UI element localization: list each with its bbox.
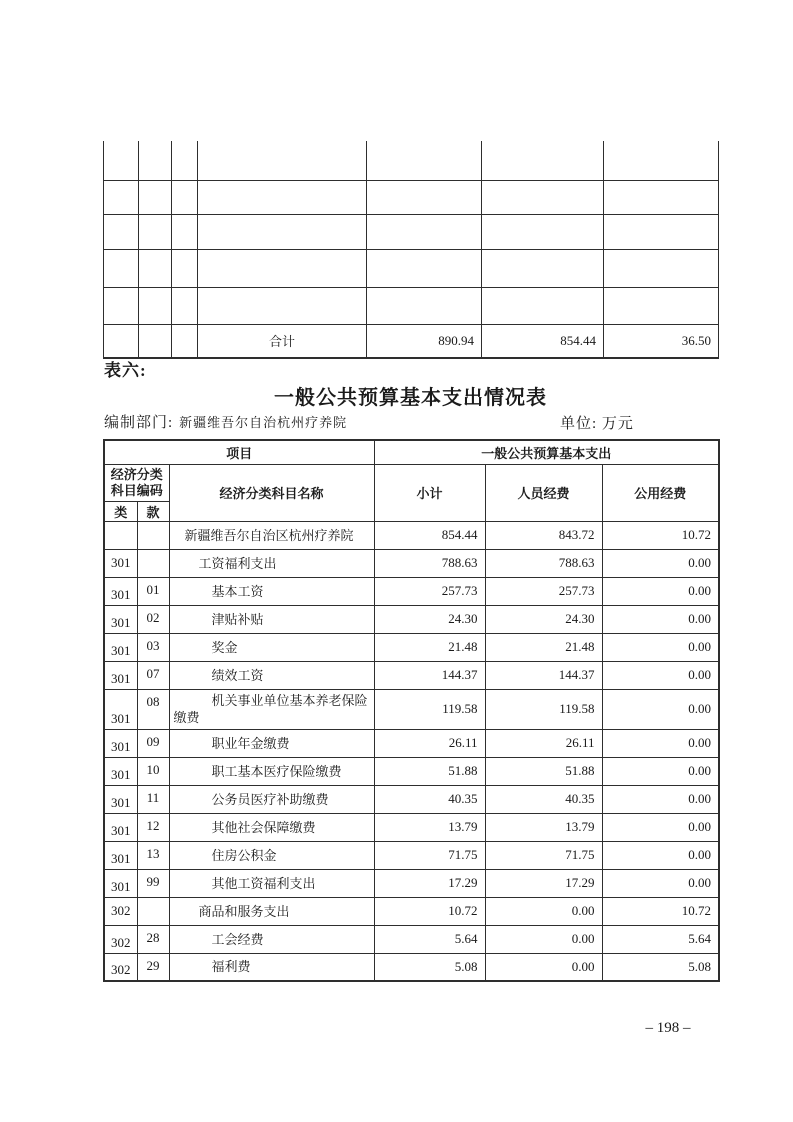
subject-name-cell: 新疆维吾尔自治区杭州疗养院 xyxy=(169,521,374,549)
total-label: 合计 xyxy=(198,324,367,358)
total-personnel: 854.44 xyxy=(482,324,604,358)
table-row xyxy=(104,549,719,577)
item-code-cell xyxy=(137,549,169,577)
personnel-cell: 788.63 xyxy=(485,549,602,577)
empty-cell xyxy=(172,249,198,287)
empty-cell xyxy=(604,180,719,214)
class-code-cell: 302 xyxy=(104,925,137,953)
public-cell: 10.72 xyxy=(602,521,719,549)
public-cell: 0.00 xyxy=(602,841,719,869)
empty-cell xyxy=(139,214,172,249)
item-code-cell: 01 xyxy=(137,577,169,605)
empty-cell xyxy=(604,249,719,287)
header-item-col: 款 xyxy=(137,501,169,521)
public-cell: 0.00 xyxy=(602,729,719,757)
item-code-cell xyxy=(137,521,169,549)
carryover-empty-row xyxy=(104,180,719,214)
class-code-cell: 301 xyxy=(104,841,137,869)
subject-name-cell: 福利费 xyxy=(169,953,374,981)
header-subtotal-col: 小计 xyxy=(374,464,485,521)
empty-cell xyxy=(367,141,482,180)
personnel-cell: 71.75 xyxy=(485,841,602,869)
carryover-empty-row xyxy=(104,249,719,287)
empty-cell xyxy=(198,287,367,324)
header-code-line2: 科目编码 xyxy=(110,482,163,498)
subject-name-cell: 津贴补贴 xyxy=(169,605,374,633)
unit-label: 单位: 万元 xyxy=(560,416,634,432)
dept-value: 新疆维吾尔自治杭州疗养院 xyxy=(179,415,348,430)
public-cell: 0.00 xyxy=(602,549,719,577)
item-code-cell: 07 xyxy=(137,661,169,689)
carryover-empty-row xyxy=(104,287,719,324)
empty-cell xyxy=(172,287,198,324)
public-cell: 0.00 xyxy=(602,633,719,661)
class-code-cell: 301 xyxy=(104,869,137,897)
empty-cell xyxy=(139,180,172,214)
personnel-cell: 0.00 xyxy=(485,897,602,925)
empty-cell xyxy=(198,249,367,287)
class-code-cell: 301 xyxy=(104,813,137,841)
item-code-cell: 28 xyxy=(137,925,169,953)
personnel-cell: 0.00 xyxy=(485,925,602,953)
subtotal-cell: 17.29 xyxy=(374,869,485,897)
class-code-cell xyxy=(104,521,137,549)
public-cell: 0.00 xyxy=(602,605,719,633)
empty-cell xyxy=(604,141,719,180)
public-cell: 10.72 xyxy=(602,897,719,925)
empty-cell xyxy=(139,141,172,180)
personnel-cell: 17.29 xyxy=(485,869,602,897)
subtotal-cell: 10.72 xyxy=(374,897,485,925)
header-row-groups xyxy=(104,440,719,464)
personnel-cell: 119.58 xyxy=(485,689,602,729)
subject-name-cell: 机关事业单位基本养老保险缴费 xyxy=(169,689,374,729)
item-code-cell xyxy=(137,897,169,925)
personnel-cell: 257.73 xyxy=(485,577,602,605)
item-code-cell: 09 xyxy=(137,729,169,757)
personnel-cell: 0.00 xyxy=(485,953,602,981)
empty-cell xyxy=(139,249,172,287)
subject-name-cell: 其他社会保障缴费 xyxy=(169,813,374,841)
table-row xyxy=(104,661,719,689)
table-row xyxy=(104,841,719,869)
subtotal-cell: 24.30 xyxy=(374,605,485,633)
class-code-cell: 301 xyxy=(104,785,137,813)
subject-name-cell: 住房公积金 xyxy=(169,841,374,869)
subject-name-cell: 基本工资 xyxy=(169,577,374,605)
subject-name-cell: 其他工资福利支出 xyxy=(169,869,374,897)
empty-cell xyxy=(198,141,367,180)
empty-cell xyxy=(482,287,604,324)
table-row xyxy=(104,605,719,633)
subtotal-cell: 13.79 xyxy=(374,813,485,841)
empty-cell xyxy=(367,214,482,249)
header-personnel-col: 人员经费 xyxy=(485,464,602,521)
subtotal-cell: 5.64 xyxy=(374,925,485,953)
class-code-cell: 301 xyxy=(104,577,137,605)
class-code-cell: 301 xyxy=(104,633,137,661)
empty-cell xyxy=(104,249,139,287)
empty-cell xyxy=(172,324,198,358)
subtotal-cell: 71.75 xyxy=(374,841,485,869)
personnel-cell: 51.88 xyxy=(485,757,602,785)
carryover-table xyxy=(103,141,719,359)
total-public: 36.50 xyxy=(604,324,719,358)
empty-cell xyxy=(482,180,604,214)
empty-cell xyxy=(172,180,198,214)
subject-name-cell: 工资福利支出 xyxy=(169,549,374,577)
meta-line xyxy=(104,411,718,431)
class-code-cell: 301 xyxy=(104,661,137,689)
item-code-cell: 99 xyxy=(137,869,169,897)
item-code-cell: 13 xyxy=(137,841,169,869)
class-code-cell: 301 xyxy=(104,729,137,757)
personnel-cell: 24.30 xyxy=(485,605,602,633)
item-code-cell: 08 xyxy=(137,689,169,729)
empty-cell xyxy=(104,324,139,358)
empty-cell xyxy=(139,287,172,324)
table-row xyxy=(104,925,719,953)
total-subtotal: 890.94 xyxy=(367,324,482,358)
page-title: 一般公共预算基本支出情况表 xyxy=(274,387,547,409)
subject-name-cell: 公务员医疗补助缴费 xyxy=(169,785,374,813)
personnel-cell: 13.79 xyxy=(485,813,602,841)
subtotal-cell: 40.35 xyxy=(374,785,485,813)
table-row xyxy=(104,813,719,841)
subtotal-cell: 257.73 xyxy=(374,577,485,605)
dept-label: 编制部门: xyxy=(104,415,174,431)
empty-cell xyxy=(104,214,139,249)
class-code-cell: 301 xyxy=(104,757,137,785)
personnel-cell: 26.11 xyxy=(485,729,602,757)
page-number: – 198 – xyxy=(645,1020,691,1036)
subtotal-cell: 26.11 xyxy=(374,729,485,757)
subject-name-cell: 职工基本医疗保险缴费 xyxy=(169,757,374,785)
public-cell: 5.08 xyxy=(602,953,719,981)
table-row xyxy=(104,757,719,785)
item-code-cell: 12 xyxy=(137,813,169,841)
empty-cell xyxy=(104,180,139,214)
empty-cell xyxy=(104,141,139,180)
empty-cell xyxy=(367,287,482,324)
table-row xyxy=(104,521,719,549)
table-row xyxy=(104,729,719,757)
carryover-empty-row xyxy=(104,214,719,249)
table-row xyxy=(104,953,719,981)
empty-cell xyxy=(604,214,719,249)
empty-cell xyxy=(104,287,139,324)
subtotal-cell: 5.08 xyxy=(374,953,485,981)
header-row-columns xyxy=(104,464,719,501)
public-cell: 0.00 xyxy=(602,869,719,897)
header-public-col: 公用经费 xyxy=(602,464,719,521)
subject-name-cell: 奖金 xyxy=(169,633,374,661)
carryover-empty-row xyxy=(104,141,719,180)
item-code-cell: 29 xyxy=(137,953,169,981)
empty-cell xyxy=(604,287,719,324)
table-row xyxy=(104,577,719,605)
table-row xyxy=(104,869,719,897)
subject-name-cell: 商品和服务支出 xyxy=(169,897,374,925)
personnel-cell: 40.35 xyxy=(485,785,602,813)
public-cell: 0.00 xyxy=(602,813,719,841)
empty-cell xyxy=(367,180,482,214)
item-code-cell: 03 xyxy=(137,633,169,661)
table-row xyxy=(104,633,719,661)
empty-cell xyxy=(482,214,604,249)
subject-name-cell: 绩效工资 xyxy=(169,661,374,689)
table-row xyxy=(104,897,719,925)
empty-cell xyxy=(482,249,604,287)
subtotal-cell: 854.44 xyxy=(374,521,485,549)
class-code-cell: 302 xyxy=(104,897,137,925)
empty-cell xyxy=(198,180,367,214)
item-code-cell: 10 xyxy=(137,757,169,785)
personnel-cell: 144.37 xyxy=(485,661,602,689)
item-code-cell: 02 xyxy=(137,605,169,633)
class-code-cell: 301 xyxy=(104,549,137,577)
public-cell: 0.00 xyxy=(602,661,719,689)
empty-cell xyxy=(139,324,172,358)
header-project: 项目 xyxy=(104,440,374,464)
header-name-col: 经济分类科目名称 xyxy=(169,464,374,521)
subtotal-cell: 788.63 xyxy=(374,549,485,577)
personnel-cell: 21.48 xyxy=(485,633,602,661)
class-code-cell: 302 xyxy=(104,953,137,981)
empty-cell xyxy=(367,249,482,287)
empty-cell xyxy=(198,214,367,249)
header-budget-group: 一般公共预算基本支出 xyxy=(374,440,719,464)
empty-cell xyxy=(482,141,604,180)
item-code-cell: 11 xyxy=(137,785,169,813)
empty-cell xyxy=(172,214,198,249)
header-code-line1: 经济分类 xyxy=(110,466,163,482)
public-cell: 0.00 xyxy=(602,757,719,785)
empty-cell xyxy=(172,141,198,180)
public-cell: 0.00 xyxy=(602,785,719,813)
subtotal-cell: 119.58 xyxy=(374,689,485,729)
table-row xyxy=(104,689,719,729)
table-row xyxy=(104,785,719,813)
class-code-cell: 301 xyxy=(104,689,137,729)
class-code-cell: 301 xyxy=(104,605,137,633)
expenditure-table xyxy=(103,439,720,982)
public-cell: 5.64 xyxy=(602,925,719,953)
subject-name-cell: 工会经费 xyxy=(169,925,374,953)
personnel-cell: 843.72 xyxy=(485,521,602,549)
public-cell: 0.00 xyxy=(602,577,719,605)
public-cell: 0.00 xyxy=(602,689,719,729)
table-number-label: 表六: xyxy=(104,361,147,380)
carryover-total-row xyxy=(104,324,719,358)
subtotal-cell: 144.37 xyxy=(374,661,485,689)
subtotal-cell: 51.88 xyxy=(374,757,485,785)
subject-name-cell: 职业年金缴费 xyxy=(169,729,374,757)
header-code-group xyxy=(104,464,169,501)
subtotal-cell: 21.48 xyxy=(374,633,485,661)
header-class-col: 类 xyxy=(104,501,137,521)
